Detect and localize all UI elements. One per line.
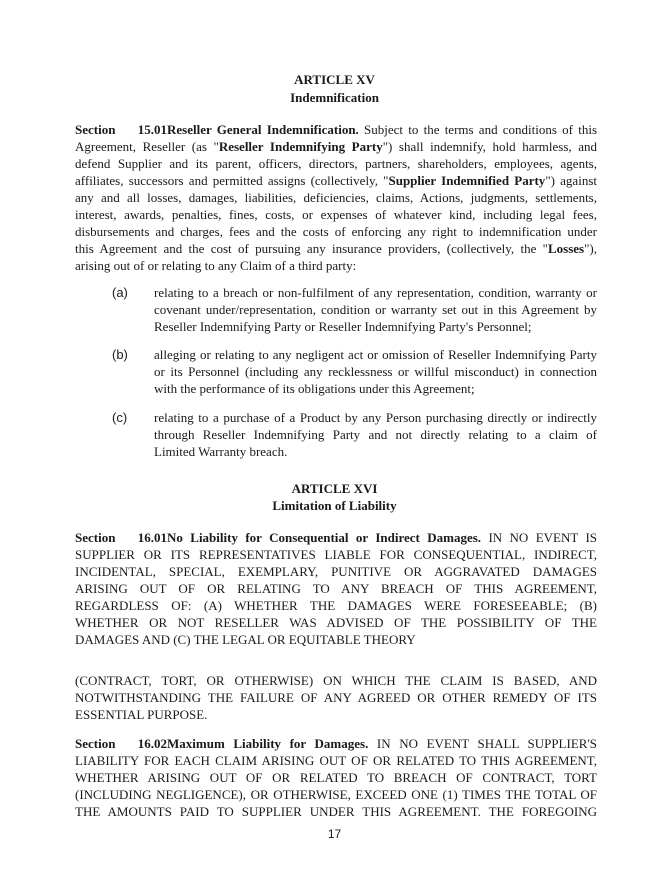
defined-term: Reseller Indemnifying Party <box>218 139 383 154</box>
list-item-label: (b) <box>112 347 128 362</box>
section-heading: Reseller General Indemnification. <box>167 122 359 137</box>
list-item-line: Reseller Indemnifying Party or Reseller Indemnifying Party's Personnel; <box>154 319 532 334</box>
section-16-01-line: SUPPLIER OR ITS REPRESENTATIVES LIABLE FOR CONSEQUENTIAL, INDIRECT, <box>75 547 597 562</box>
article-15-subtitle: Indemnification <box>290 90 379 105</box>
section-16-02-line: (INCLUDING NEGLIGENCE), OR OTHERWISE, EXCEED ONE (1) TIMES THE TOTAL OF <box>75 787 597 802</box>
section-16-01-line: REGARDLESS OF: (A) WHETHER THE DAMAGES WERE FORESEEABLE; (B) <box>75 598 597 613</box>
section-16-01-line: NOTWITHSTANDING THE FAILURE OF ANY AGREED OR OTHER REMEDY OF ITS <box>75 690 597 705</box>
list-item-line: with the performance of its obligations under this Agreement; <box>154 381 475 396</box>
section-16-01-line: WHETHER OR NOT RESELLER WAS ADVISED OF THE POSSIBILITY OF THE <box>75 615 597 630</box>
list-item-line: Limited Warranty breach. <box>154 444 288 459</box>
section-16-01-line: DAMAGES AND (C) THE LEGAL OR EQUITABLE THEORY <box>75 632 416 647</box>
section-16-01-line: INCIDENTAL, SPECIAL, EXEMPLARY, PUNITIVE OR AGGRAVATED DAMAGES <box>75 564 597 579</box>
list-item-line: relating to a purchase of a Product by any Person purchasing directly or indirectly <box>154 410 597 425</box>
section-number: Section 15.01 <box>75 122 167 137</box>
section-16-02-line: THE AMOUNTS PAID TO SUPPLIER UNDER THIS AGREEMENT. THE FOREGOING <box>75 804 597 819</box>
list-item-line: relating to a breach or non-fulfilment of any representation, condition, warranty or <box>154 285 597 300</box>
section-heading: No Liability for Consequential or Indirect Damages. <box>167 530 482 545</box>
section-16-01-line: ESSENTIAL PURPOSE. <box>75 707 208 722</box>
section-15-01-line: affiliates, successors and permitted assigns (collectively, "Supplier Indemnified Party") against <box>75 173 597 188</box>
section-15-01-line: arising out of or relating to any Claim of a third party: <box>75 258 357 273</box>
section-15-01-line: interest, awards, penalties, fines, costs, or expenses of whatever kind, including legal fees, <box>75 207 597 222</box>
section-16-02-line: WHETHER ARISING OUT OF OR RELATED TO BREACH OF CONTRACT, TORT <box>75 770 597 785</box>
article-16-subtitle: Limitation of Liability <box>272 498 397 513</box>
defined-term: Supplier Indemnified Party <box>388 173 546 188</box>
section-number: Section 16.02 <box>75 736 167 751</box>
article-15-title: ARTICLE XV <box>294 72 375 87</box>
section-16-01-line: Section 16.01No Liability for Consequential or Indirect Damages. IN NO EVENT IS <box>75 530 597 545</box>
section-15-01-line: this Agreement and the cost of pursuing any insurance providers, (collectively, the "Losses"), <box>75 241 597 256</box>
page-number: 17 <box>327 827 342 841</box>
section-15-01-line: disbursements and charges, fees and the costs of enforcing any right to indemnification under <box>75 224 597 239</box>
list-item-label: (a) <box>112 285 128 300</box>
list-item-line: or its Personnel (including any recklessness or willful misconduct) in connection <box>154 364 597 379</box>
section-15-01-line: Section 15.01Reseller General Indemnification. Subject to the terms and conditions of this <box>75 122 598 137</box>
list-item-label: (c) <box>112 410 128 425</box>
section-16-02-line: LIABILITY FOR EACH CLAIM ARISING OUT OF OR RELATED TO THIS AGREEMENT, <box>75 753 597 768</box>
section-16-01-line: ARISING OUT OF OR RELATING TO ANY BREACH OF THIS AGREEMENT, <box>75 581 597 596</box>
list-item-line: covenant under/representation, condition or warranty set out in this Agreement by <box>154 302 597 317</box>
section-16-01-line: (CONTRACT, TORT, OR OTHERWISE) ON WHICH THE CLAIM IS BASED, AND <box>75 673 597 688</box>
list-item-line: through Reseller Indemnifying Party and not directly relating to a claim of <box>154 427 597 442</box>
section-16-02-line: Section 16.02Maximum Liability for Damages. IN NO EVENT SHALL SUPPLIER'S <box>75 736 598 751</box>
section-15-01-line: defend Supplier and its parent, officers, directors, partners, shareholders, employees, agents, <box>75 156 597 171</box>
defined-term: Losses <box>547 241 585 256</box>
section-15-01-line: Agreement, Reseller (as "Reseller Indemnifying Party") shall indemnify, hold harmless, and <box>75 139 598 154</box>
list-item-line: alleging or relating to any negligent act or omission of Reseller Indemnifying Party <box>154 347 597 362</box>
article-16-title: ARTICLE XVI <box>291 481 378 496</box>
section-heading: Maximum Liability for Damages. <box>167 736 369 751</box>
section-15-01-line: any and all losses, damages, liabilities, deficiencies, claims, Actions, judgments, settlements, <box>75 190 597 205</box>
section-number: Section 16.01 <box>75 530 167 545</box>
